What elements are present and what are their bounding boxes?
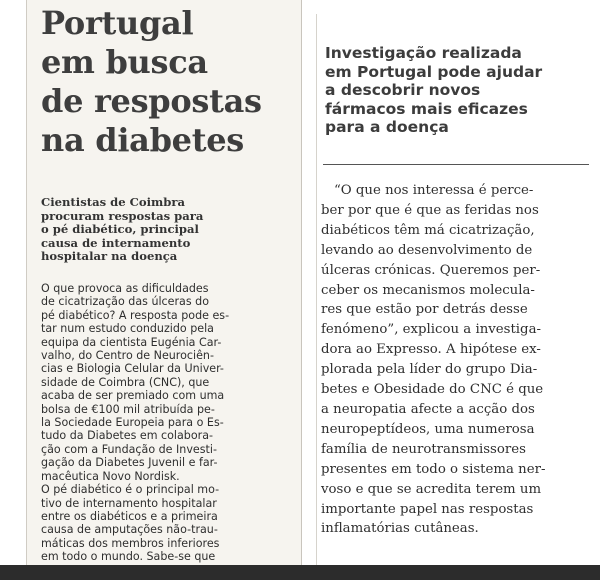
body-line: pé diabético? A resposta pode es- <box>41 308 230 322</box>
body-line: voso e que se acredita terem um <box>321 481 542 497</box>
bottom-bar <box>0 565 600 580</box>
body-line: sidade de Coimbra (CNC), que <box>41 375 210 389</box>
subhead-line: Investigação realizada <box>325 44 522 62</box>
right-article <box>316 14 595 565</box>
lead-line: causa de internamento <box>41 235 191 250</box>
body-line: O pé diabético é o principal mo- <box>41 483 220 497</box>
body-line: em todo o mundo. Sabe-se que <box>41 550 216 564</box>
subhead-line: em Portugal pode ajudar <box>325 62 543 81</box>
body-line: “O que nos interessa é perce- <box>334 183 534 198</box>
body-line: valho, do Centro de Neurociên- <box>41 349 214 363</box>
body-line: la Sociedade Europeia para o Es- <box>41 416 224 430</box>
subhead-line: fármacos mais eficazes <box>325 99 528 118</box>
body-line: importante papel nas respostas <box>321 501 534 517</box>
body-line: cias e Biologia Celular da Univer- <box>41 362 224 376</box>
left-body-text <box>41 282 297 564</box>
body-line: presentes em todo o sistema ner- <box>321 461 546 477</box>
body-line: neuropeptídeos, uma numerosa <box>321 421 535 437</box>
body-line: ceber os mecanismos molecula- <box>321 282 535 298</box>
body-line: levando ao desenvolvimento de <box>321 242 533 258</box>
body-line: causa de amputações não-trau- <box>41 523 218 537</box>
body-line: a neuropatia afecte a acção dos <box>321 401 535 417</box>
body-line: tivo de internamento hospitalar <box>41 496 217 510</box>
right-body-text <box>321 181 591 539</box>
lead-line: o pé diabético, principal <box>41 222 199 236</box>
body-line: tudo da Diabetes em colabora- <box>41 429 213 443</box>
body-line: plorada pela líder do grupo Dia- <box>321 362 538 378</box>
article-headline <box>41 4 262 160</box>
body-line: macêutica Novo Nordisk. <box>41 469 180 483</box>
body-line: ção com a Fundação de Investi- <box>41 442 217 456</box>
body-line: inflamatórias cutâneas. <box>321 521 479 537</box>
headline-line: Portugal <box>41 4 194 42</box>
body-line: entre os diabéticos e a primeira <box>41 509 218 523</box>
body-line: máticas dos membros inferiores <box>41 536 220 550</box>
body-line: fenómeno”, explicou a investiga- <box>321 322 541 338</box>
headline-line: de respostas <box>41 82 262 120</box>
body-line: gação da Diabetes Juvenil e far- <box>41 456 218 470</box>
body-line: ber por que é que as feridas nos <box>321 202 539 218</box>
body-line: bolsa de €100 mil atribuída pe- <box>41 402 215 416</box>
lead-line: Cientistas de Coimbra <box>41 195 186 209</box>
headline-line: em busca <box>41 43 208 81</box>
body-line: diabéticos têm má cicatrização, <box>321 222 535 238</box>
body-line: O que provoca as dificuldades <box>41 282 209 295</box>
body-line: res que estão por detrás desse <box>321 302 528 318</box>
body-line: úlceras crónicas. Queremos per- <box>321 262 541 278</box>
headline-line: na diabetes <box>41 121 244 159</box>
section-divider <box>323 164 589 165</box>
lead-line: hospitalar na doença <box>41 249 178 263</box>
subhead-line: a descobrir novos <box>325 81 481 100</box>
article-lead <box>41 196 289 264</box>
body-line: tar num estudo conduzido pela <box>41 322 214 336</box>
body-line: acaba de ser premiado com uma <box>41 389 225 403</box>
lead-line: procuram respostas para <box>41 208 204 223</box>
body-line: equipa da cientista Eugénia Car- <box>41 335 222 349</box>
body-line: família de neurotransmissores <box>321 441 526 457</box>
left-article <box>26 0 302 565</box>
body-line: betes e Obesidade do CNC é que <box>321 382 544 398</box>
article-subhead <box>325 44 587 137</box>
subhead-line: para a doença <box>325 118 449 137</box>
body-line: dora ao Expresso. A hipótese ex- <box>321 342 541 358</box>
body-line: de cicatrização das úlceras do <box>41 295 209 309</box>
